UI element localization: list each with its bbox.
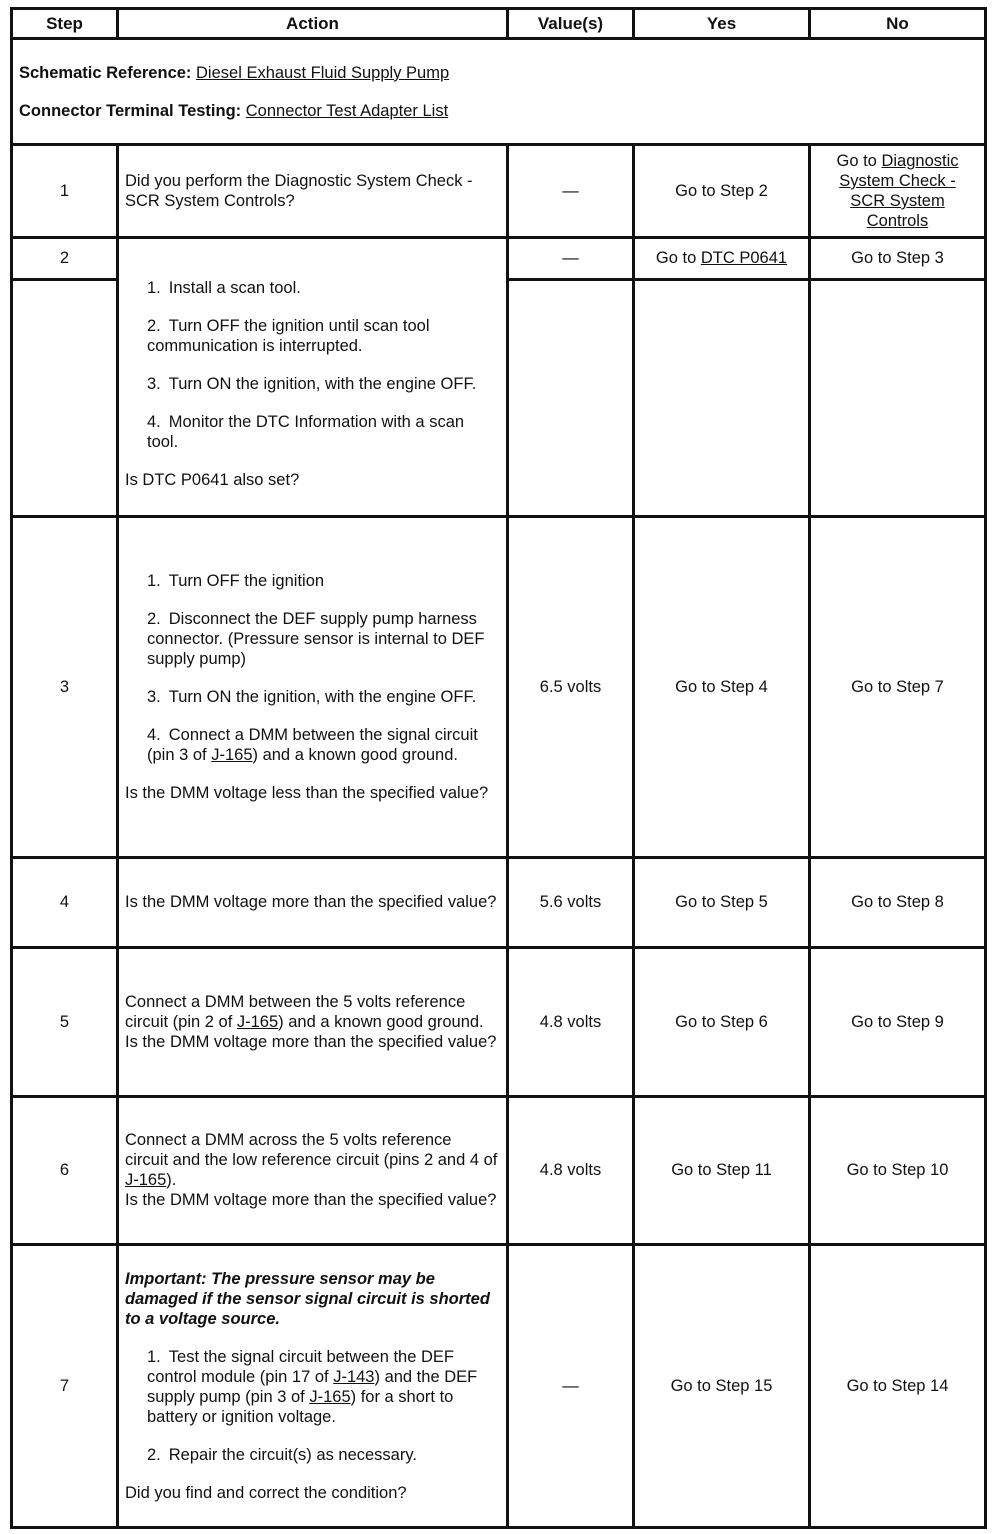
step-value: 4.8 volts — [508, 948, 634, 1096]
table-row-step-1 — [12, 145, 986, 237]
j-143-link[interactable]: J-143 — [333, 1368, 375, 1386]
schematic-reference-link[interactable]: Diesel Exhaust Fluid Supply Pump — [196, 63, 450, 82]
item-number: 2. — [147, 609, 161, 628]
list-item — [125, 316, 498, 356]
step-yes: Go to Step 11 — [634, 1096, 810, 1244]
item-text: Disconnect the DEF supply pump harness connector. (Pressure sensor is internal to DEF supply pump) — [147, 609, 485, 668]
step-action: Did you perform the Diagnostic System Check - SCR System Controls? — [118, 145, 508, 237]
item-text: Connect a DMM between the signal circuit (pin 3 of — [147, 725, 478, 764]
item-number: 1. — [147, 1348, 161, 1366]
list-item — [125, 725, 498, 765]
action-text-start: Connect a DMM across the 5 volts reference circuit and the low reference circuit (pins 2 and 4 of — [125, 1131, 498, 1170]
step-yes: Go to Step 6 — [634, 948, 810, 1096]
step-number: 1 — [12, 145, 118, 237]
header-row — [12, 9, 986, 39]
item-text-end: ) and a known good ground. — [252, 745, 458, 764]
empty-cell — [810, 279, 986, 516]
list-item — [125, 1347, 498, 1427]
list-item — [125, 609, 498, 669]
table-row-step-6 — [12, 1096, 986, 1244]
list-item — [125, 278, 498, 298]
diagnostic-table — [10, 7, 987, 1529]
connector-terminal-testing — [19, 101, 978, 121]
step-yes: Go to Step 2 — [634, 145, 810, 237]
item-text: Monitor the DTC Information with a scan tool. — [147, 412, 465, 451]
list-item — [125, 571, 498, 591]
item-number: 2. — [147, 316, 161, 335]
step-no: Go to Step 10 — [810, 1096, 986, 1244]
item-text: Turn ON the ignition, with the engine OFF. — [168, 374, 477, 393]
reference-row — [12, 39, 986, 145]
item-text: Test the signal circuit between the DEF control module (pin 17 of — [147, 1348, 454, 1386]
list-item — [125, 1445, 498, 1465]
step-yes: Go to Step 5 — [634, 857, 810, 947]
action-text-end: ) and a known good ground. — [278, 1012, 484, 1031]
step-yes: Go to Step 4 — [634, 516, 810, 857]
header-values: Value(s) — [508, 9, 634, 39]
reference-cell — [12, 39, 986, 145]
table-row-step-4 — [12, 857, 986, 947]
step-action — [118, 1096, 508, 1244]
empty-cell — [634, 279, 810, 516]
step-number: 4 — [12, 857, 118, 947]
header-step: Step — [12, 9, 118, 39]
item-text: Turn OFF the ignition — [168, 571, 325, 590]
item-text: Turn OFF the ignition until scan tool communication is interrupted. — [147, 316, 430, 355]
step-action — [118, 237, 508, 516]
step-number: 7 — [12, 1245, 118, 1528]
item-text: Install a scan tool. — [168, 278, 301, 297]
step-no — [810, 145, 986, 237]
step-action — [118, 516, 508, 857]
step-number: 3 — [12, 516, 118, 857]
step-number: 6 — [12, 1096, 118, 1244]
action-text — [125, 1130, 498, 1190]
step-no: Go to Step 3 — [810, 237, 986, 279]
step-action — [118, 1245, 508, 1528]
j-165-link[interactable]: J-165 — [125, 1171, 167, 1190]
action-text-start: Connect a DMM between the 5 volts reference circuit (pin 2 of — [125, 992, 466, 1031]
step-no: Go to Step 14 — [810, 1245, 986, 1528]
step-question: Is the DMM voltage more than the specified value? — [125, 1032, 497, 1051]
step-yes-prefix: Go to — [655, 249, 701, 268]
item-number: 3. — [147, 687, 161, 706]
step-action: Is the DMM voltage more than the specified value? — [118, 857, 508, 947]
step-value: 4.8 volts — [508, 1096, 634, 1244]
list-item — [125, 374, 498, 394]
step-question: Is the DMM voltage less than the specified value? — [125, 783, 489, 802]
action-text — [125, 992, 498, 1032]
list-item — [125, 412, 498, 452]
item-number: 4. — [147, 412, 161, 431]
step-value: 5.6 volts — [508, 857, 634, 947]
table-row-step-3 — [12, 516, 986, 857]
item-number: 3. — [147, 374, 161, 393]
step-number: 5 — [12, 948, 118, 1096]
step-no-prefix: Go to — [836, 152, 882, 171]
dtc-p0641-link[interactable]: DTC P0641 — [700, 249, 788, 268]
header-yes: Yes — [634, 9, 810, 39]
step-value: — — [508, 1245, 634, 1528]
item-text-mid: ) and the DEF supply pump (pin 3 of — [147, 1368, 478, 1406]
item-text-end: ) for a short to battery or ignition voltage. — [147, 1388, 454, 1426]
step-number: 2 — [12, 237, 118, 279]
connector-testing-label: Connector Terminal Testing: — [19, 101, 242, 120]
step-value: — — [508, 145, 634, 237]
step-question: Is the DMM voltage more than the specified value? — [125, 1191, 497, 1210]
header-no: No — [810, 9, 986, 39]
table-row-step-7 — [12, 1245, 986, 1528]
step-yes: Go to Step 15 — [634, 1245, 810, 1528]
action-list — [125, 1347, 498, 1465]
table-row-step-5 — [12, 948, 986, 1096]
header-action: Action — [118, 9, 508, 39]
schematic-reference-label: Schematic Reference: — [19, 63, 192, 82]
j-165-link[interactable]: J-165 — [211, 745, 253, 764]
important-note: Important: The pressure sensor may be damaged if the sensor signal circuit is shorted to a voltage source. — [125, 1270, 490, 1328]
j-165-link[interactable]: J-165 — [309, 1388, 351, 1406]
item-number: 4. — [147, 725, 161, 744]
j-165-link[interactable]: J-165 — [236, 1012, 279, 1031]
empty-cell — [508, 279, 634, 516]
item-text: Turn ON the ignition, with the engine OFF. — [168, 687, 477, 706]
step-no: Go to Step 9 — [810, 948, 986, 1096]
step-no: Go to Step 7 — [810, 516, 986, 857]
schematic-reference — [19, 63, 978, 83]
step-no: Go to Step 8 — [810, 857, 986, 947]
step-yes — [634, 237, 810, 279]
item-number: 1. — [147, 571, 161, 590]
list-item — [125, 687, 498, 707]
item-number: 2. — [147, 1446, 161, 1464]
item-number: 1. — [147, 278, 161, 297]
empty-cell — [12, 279, 118, 516]
action-list — [125, 278, 498, 452]
step-action — [118, 948, 508, 1096]
item-text: Repair the circuit(s) as necessary. — [168, 1446, 417, 1464]
step-question: Did you find and correct the condition? — [125, 1484, 407, 1502]
step-value: 6.5 volts — [508, 516, 634, 857]
table-row-step-2 — [12, 237, 986, 279]
action-text-end: ). — [166, 1171, 177, 1190]
step-value: — — [508, 237, 634, 279]
diagnostic-system-check-link[interactable]: Diagnostic System Check - SCR System Controls — [839, 152, 959, 231]
connector-testing-link[interactable]: Connector Test Adapter List — [245, 101, 449, 120]
step-question: Is DTC P0641 also set? — [125, 470, 300, 489]
action-list — [125, 571, 498, 765]
